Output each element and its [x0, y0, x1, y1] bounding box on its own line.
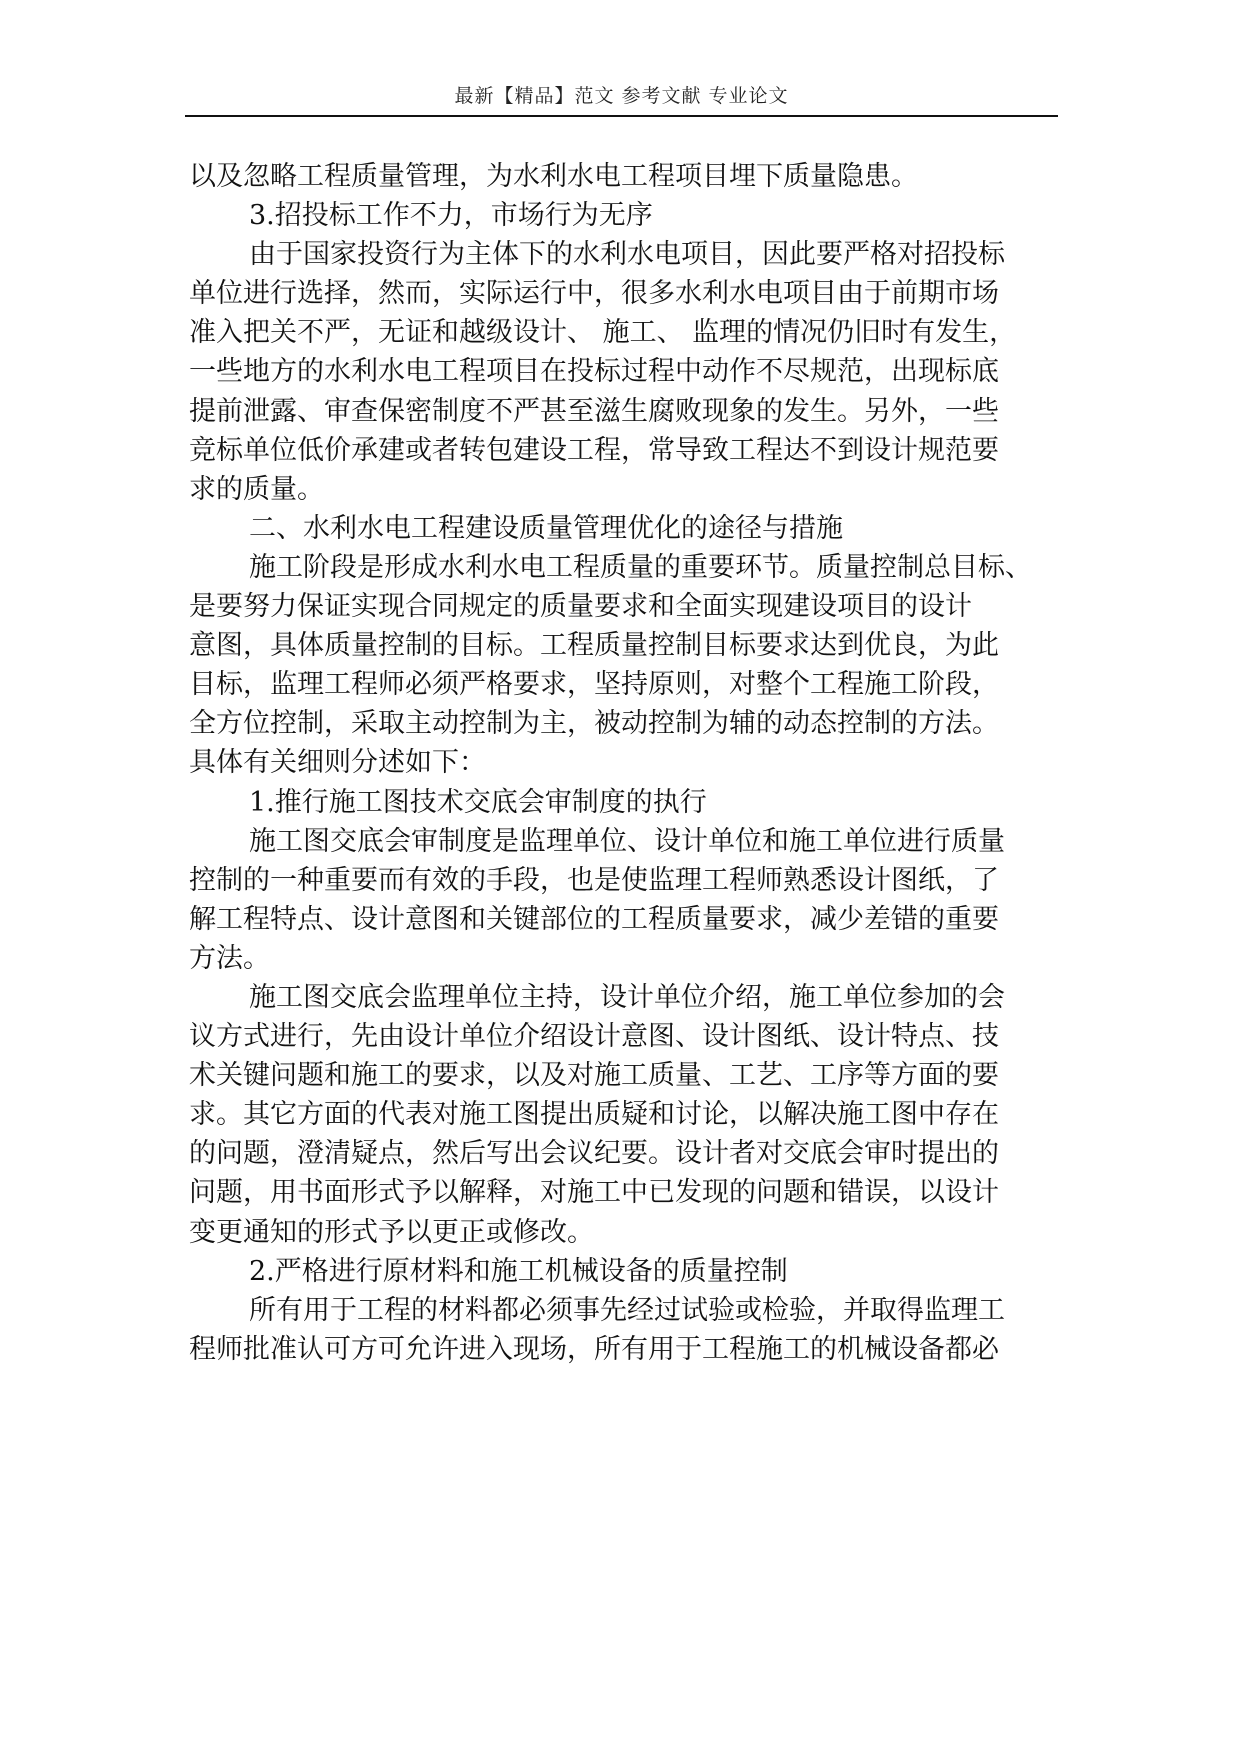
text-line: 单位进行选择，然而，实际运行中，很多水利水电项目由于前期市场: [189, 278, 999, 310]
text-line: 求的质量。: [189, 473, 324, 505]
text-line: 施工图交底会审制度是监理单位、设计单位和施工单位进行质量: [249, 825, 1005, 857]
text-line: 2.严格进行原材料和施工机械设备的质量控制: [249, 1255, 788, 1287]
text-line: 准入把关不严，无证和越级设计、 施工、 监理的情况仍旧时有发生，: [189, 317, 1017, 349]
header-rule: [185, 115, 1058, 117]
text-line: 所有用于工程的材料都必须事先经过试验或检验，并取得监理工: [249, 1294, 1005, 1326]
text-line: 术关键问题和施工的要求，以及对施工质量、工艺、工序等方面的要: [189, 1060, 999, 1092]
text-line: 意图，具体质量控制的目标。工程质量控制目标要求达到优良，为此: [189, 630, 999, 662]
text-line: 3.招投标工作不力，市场行为无序: [249, 200, 653, 232]
text-line: 二、水利水电工程建设质量管理优化的途径与措施: [249, 512, 843, 544]
text-line: 全方位控制，采取主动控制为主，被动控制为辅的动态控制的方法。: [189, 708, 999, 740]
text-line: 施工阶段是形成水利水电工程质量的重要环节。质量控制总目标、: [249, 551, 1032, 583]
text-line: 1.推行施工图技术交底会审制度的执行: [249, 786, 707, 818]
text-line: 方法。: [189, 942, 270, 974]
text-line: 议方式进行，先由设计单位介绍设计意图、设计图纸、设计特点、技: [189, 1021, 999, 1053]
text-line: 具体有关细则分述如下：: [189, 747, 486, 779]
text-line: 变更通知的形式予以更正或修改。: [189, 1216, 594, 1248]
text-line: 求。其它方面的代表对施工图提出质疑和讨论，以解决施工图中存在: [189, 1099, 999, 1131]
text-line: 控制的一种重要而有效的手段，也是使监理工程师熟悉设计图纸，了: [189, 864, 999, 896]
text-line: 由于国家投资行为主体下的水利水电项目，因此要严格对招投标: [249, 239, 1005, 271]
text-line: 提前泄露、审查保密制度不严甚至滋生腐败现象的发生。另外，一些: [189, 395, 999, 427]
document-body: [189, 157, 1057, 1369]
text-line: 竞标单位低价承建或者转包建设工程，常导致工程达不到设计规范要: [189, 434, 999, 466]
text-line: 一些地方的水利水电工程项目在投标过程中动作不尽规范，出现标底: [189, 356, 999, 388]
text-line: 是要努力保证实现合同规定的质量要求和全面实现建设项目的设计: [189, 591, 972, 623]
page-header: 最新【精品】范文 参考文献 专业论文: [454, 85, 789, 107]
text-line: 解工程特点、设计意图和关键部位的工程质量要求，减少差错的重要: [189, 903, 999, 935]
text-line: 问题，用书面形式予以解释，对施工中已发现的问题和错误，以设计: [189, 1177, 999, 1209]
text-line: 程师批准认可方可允许进入现场，所有用于工程施工的机械设备都必: [189, 1333, 999, 1365]
text-line: 的问题，澄清疑点，然后写出会议纪要。设计者对交底会审时提出的: [189, 1138, 999, 1170]
text-line: 以及忽略工程质量管理，为水利水电工程项目埋下质量隐患。: [189, 161, 918, 192]
text-line: 目标，监理工程师必须严格要求，坚持原则，对整个工程施工阶段，: [189, 669, 999, 701]
text-line: 施工图交底会监理单位主持，设计单位介绍，施工单位参加的会: [249, 981, 1005, 1013]
